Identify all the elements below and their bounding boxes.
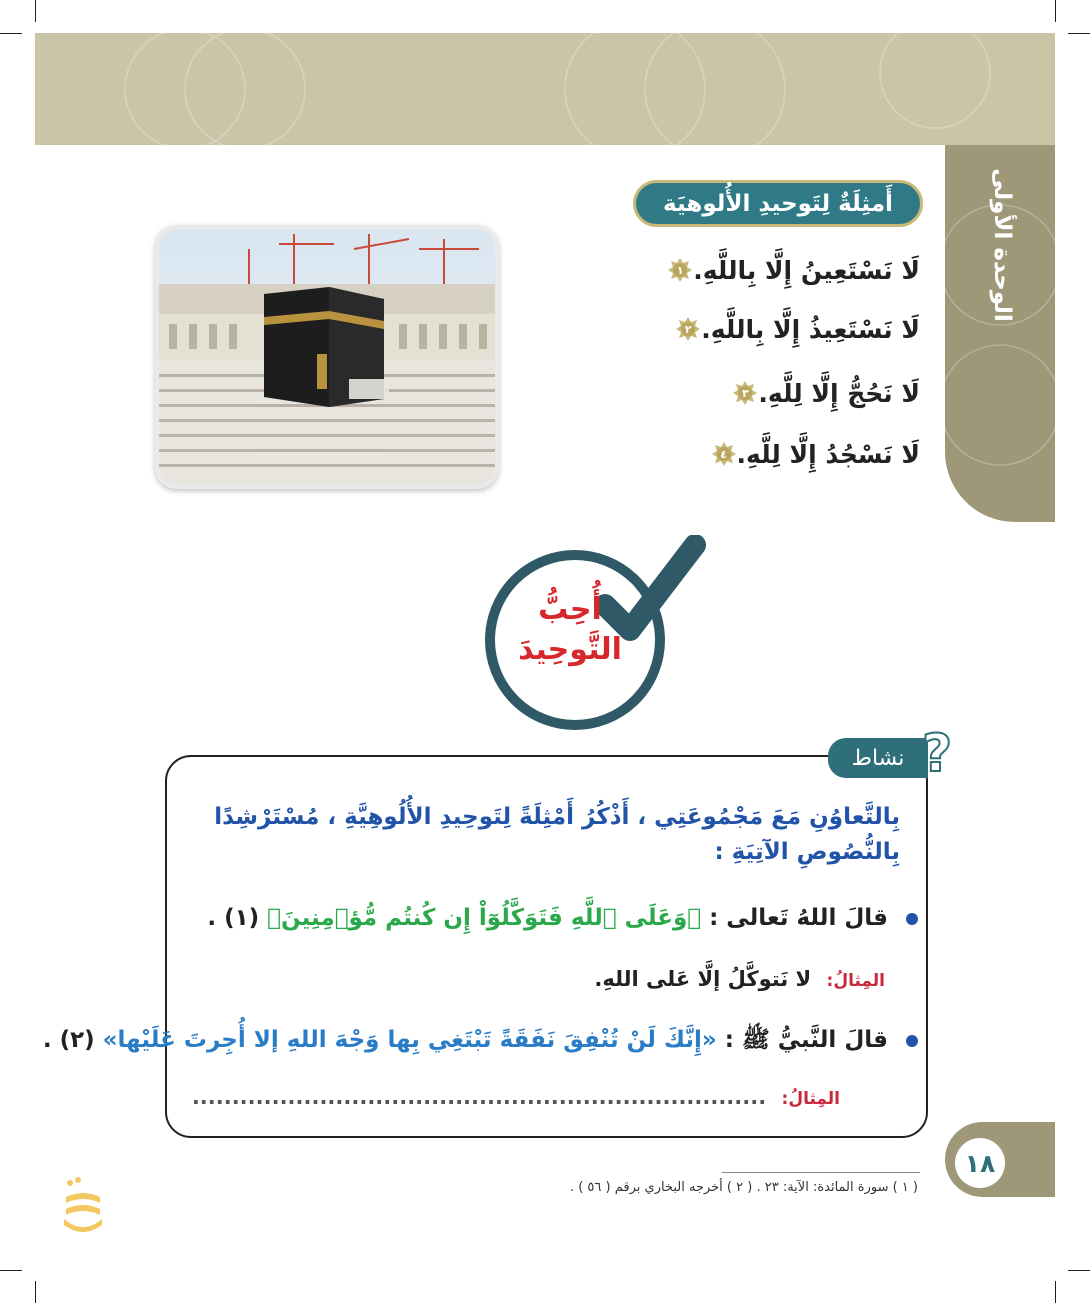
unit-title-text: الوحدة الأولى [989, 168, 1016, 322]
header-pattern [35, 33, 1055, 145]
unit-title [972, 145, 1032, 345]
example-number: ٤ [720, 447, 727, 461]
example-text: لَا نَسْتَعِيذُ إِلَّا بِاللَّهِ. [701, 314, 920, 344]
page-number: ١٨ [964, 1148, 996, 1178]
quote2-hadith: «إِنَّكَ لَنْ تُنْفِقَ نَفَقَةً تَبْتَغِي بِها وَجْهَ اللهِ إلا أُجِرتَ عَلَيْها» [102, 1027, 717, 1053]
question-mark-icon: ? [922, 724, 953, 784]
example-text: لَا نَسْجُدُ إِلَّا لِلَّهِ. [736, 439, 920, 469]
quote2-ref: (٢) . [42, 1027, 95, 1053]
section-heading [633, 180, 923, 227]
example-label: المِثالُ: [781, 1089, 840, 1109]
section-heading-text: أَمثِلَةٌ لِتَوحيدِ الأُلوهيَة [663, 190, 893, 217]
crop-mark [0, 1270, 22, 1271]
example-text: لَا نَحُجُّ إِلَّا لِلَّهِ. [758, 378, 920, 408]
kaaba-photo [155, 225, 499, 489]
bullet-icon [906, 913, 918, 925]
example-item-2 [665, 309, 920, 349]
crop-mark [1055, 1281, 1056, 1303]
example-number: ١ [676, 263, 684, 277]
number-star-icon [732, 380, 758, 406]
quote-verse-line [207, 905, 918, 931]
quote2-intro: قالَ النَّبيُّ ﷺ : [724, 1027, 888, 1053]
bullet-icon [906, 1035, 918, 1047]
emblem-line-2: التَّوحِيدَ [518, 632, 622, 667]
quote1-ref: (١) . [207, 905, 260, 931]
crop-mark [1068, 33, 1090, 34]
activity-tab [828, 738, 928, 778]
example-number: ٣ [742, 386, 749, 400]
kaaba-illustration [159, 229, 495, 485]
publisher-logo-icon [58, 1175, 108, 1235]
example-item-3 [722, 373, 920, 413]
crop-mark [35, 1281, 36, 1303]
crop-mark [35, 0, 36, 22]
page-number-circle [955, 1138, 1005, 1188]
example-number: ٢ [684, 322, 692, 336]
quote-hadith-line [43, 1025, 918, 1059]
answer-blank[interactable]: ........................................................................ [191, 1085, 767, 1109]
example-item-4 [701, 434, 920, 474]
answer1-text: لا نَتوكَّلُ إلَّا عَلى اللهِ. [594, 967, 812, 991]
answer-line-2[interactable] [192, 1085, 840, 1109]
activity-tab-label: نشاط [851, 745, 905, 771]
quote1-intro: قالَ اللهُ تَعالى : [709, 905, 888, 931]
crop-mark [0, 33, 22, 34]
example-text: لَا نَسْتَعِينُ إِلَّا بِاللَّهِ. [693, 255, 920, 285]
crop-mark [1055, 0, 1056, 22]
footnote-divider [722, 1172, 920, 1173]
activity-instruction: بِالتَّعاوُنِ مَعَ مَجْمُوعَتِي ، أَذْكُرُ أَمْثِلَةً لِتَوحِيدِ الأُلُوهِيَّةِ ، مُسْتَرْشِدًا بِالنُّصُوصِ الآتِيَةِ : [214, 804, 900, 865]
number-star-icon [667, 257, 693, 283]
emblem-line-1: أُحِبُّ [538, 592, 602, 627]
number-star-icon [675, 316, 701, 342]
crop-mark [1068, 1270, 1090, 1271]
example-item-1 [657, 250, 920, 290]
footnote: ( ١ ) سورة المائدة: الآية: ٢٣ . ( ٢ ) أخرجه البخاري برقم ( ٥٦ ) . [569, 1180, 918, 1195]
quote1-verse: ﴿وَعَلَى ٱللَّهِ فَتَوَكَّلُوٓاْ إِن كُنتُم مُّؤۡمِنِينَ﴾ [267, 905, 702, 931]
header-band [35, 33, 1055, 145]
number-star-icon [711, 441, 737, 467]
example-label: المِثالُ: [826, 971, 885, 991]
emblem-text [505, 590, 635, 670]
answer-line-1 [594, 967, 885, 991]
